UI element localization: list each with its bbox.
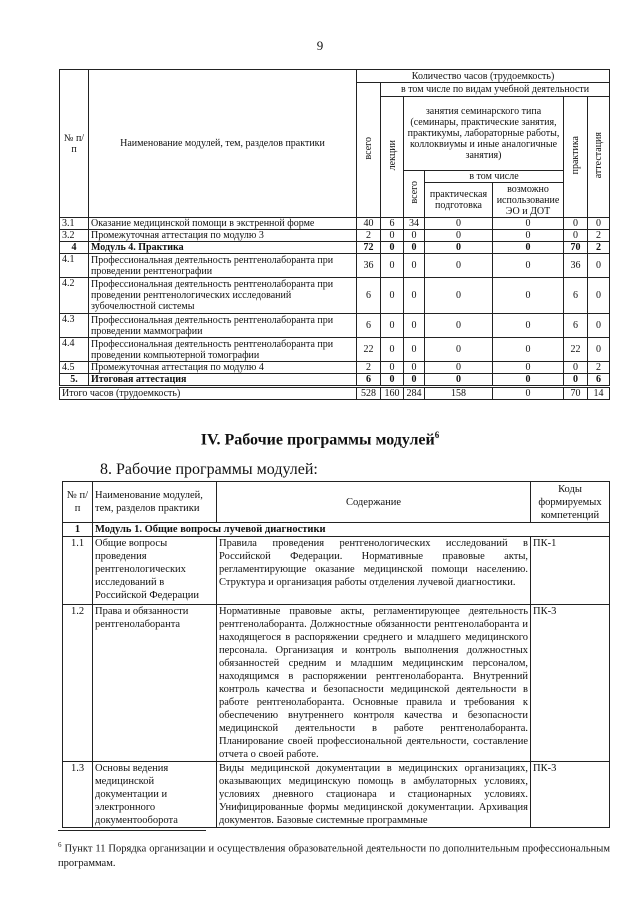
row-total: 22	[357, 338, 381, 362]
row-practice: 6	[564, 314, 588, 338]
row-total: 40	[357, 218, 381, 230]
row-num: 4.4	[60, 338, 89, 362]
row-name: Итоговая аттестация	[89, 374, 357, 387]
row-practice: 6	[564, 278, 588, 314]
row-attestation: 0	[588, 314, 610, 338]
row-num: 4.3	[60, 314, 89, 338]
row-name: Модуль 4. Практика	[89, 242, 357, 254]
row-eo-dot: 0	[493, 254, 564, 278]
row-attestation: 0	[588, 278, 610, 314]
row-attestation: 6	[588, 374, 610, 387]
row-practice: 0	[564, 362, 588, 374]
row-num: 4.2	[60, 278, 89, 314]
row-practice: 70	[564, 242, 588, 254]
header-num: № п/п	[63, 482, 93, 523]
row-sem-total: 0	[404, 230, 425, 242]
row-lectures: 0	[381, 242, 404, 254]
row-lectures: 0	[381, 374, 404, 387]
row-sem-total: 0	[404, 242, 425, 254]
row-num: 3.1	[60, 218, 89, 230]
table-row	[60, 242, 610, 254]
table-row	[60, 230, 610, 242]
row-name: Промежуточная аттестация по модулю 4	[89, 362, 357, 374]
row-name: Профессиональная деятельность рентгенолаборанта при проведении маммографии	[89, 314, 357, 338]
row-attestation: 2	[588, 362, 610, 374]
row-total: 6	[357, 314, 381, 338]
row-lectures: 0	[381, 254, 404, 278]
row-total: 6	[357, 374, 381, 387]
row-lectures: 6	[381, 218, 404, 230]
header-sem-total: всего	[404, 171, 425, 218]
row-content: Нормативные правовые акты, регламентирующее деятельность рентгенолаборанта. Должностные обязанности рентгенолаборанта и находящегося в распоряжении среднего и младшего медицинского персонала. Организация и контроль выполнения должностных обязанностей средним и младшим медицинским персоналом, находящимся в распоряжении рентгенолаборанта. Внутренний контроль качества и безопасности медицинской деятельности в работе рентгенолаборанта. Основные правила и требования к обеспечению внутреннего контроля качества и безопасности медицинской деятельности в работе рентгенолаборанта. Планирование своей профессиональной деятельности, составление отчета о своей работе.	[217, 605, 531, 762]
row-lectures: 0	[381, 230, 404, 242]
row-eo-dot: 0	[493, 338, 564, 362]
subsection-title: 8. Рабочие программы модулей:	[100, 461, 318, 478]
row-name: Профессиональная деятельность рентгенолаборанта при проведении рентгенологических исследований зубочелюстной системы	[89, 278, 357, 314]
row-attestation: 0	[588, 338, 610, 362]
row-sem-total: 0	[404, 374, 425, 387]
row-eo-dot: 0	[493, 314, 564, 338]
total-practice: 70	[564, 387, 588, 400]
table-row	[60, 254, 610, 278]
row-practical-training: 0	[425, 242, 493, 254]
row-lectures: 0	[381, 362, 404, 374]
header-incl: в том числе	[425, 171, 564, 183]
row-total: 2	[357, 230, 381, 242]
row-code: ПК-3	[531, 605, 610, 762]
row-code: ПК-1	[531, 537, 610, 605]
row-practical-training: 0	[425, 374, 493, 387]
table-row	[60, 338, 610, 362]
row-name: Общие вопросы проведения рентгенологических исследований в Российской Федерации	[93, 537, 217, 605]
header-practice: практика	[564, 97, 588, 218]
row-total: 6	[357, 278, 381, 314]
row-code: ПК-3	[531, 762, 610, 828]
row-practical-training: 0	[425, 218, 493, 230]
row-attestation: 0	[588, 218, 610, 230]
row-num: 4.5	[60, 362, 89, 374]
row-sem-total: 0	[404, 362, 425, 374]
hours-table	[59, 69, 610, 400]
row-sem-total: 0	[404, 278, 425, 314]
header-practical-training: практическая подготовка	[425, 183, 493, 218]
row-name: Профессиональная деятельность рентгенолаборанта при проведении рентгенографии	[89, 254, 357, 278]
row-sem-total: 0	[404, 254, 425, 278]
row-name: Права и обязанности рентгенолаборанта	[93, 605, 217, 762]
row-lectures: 0	[381, 338, 404, 362]
row-practical-training: 0	[425, 254, 493, 278]
row-total: 2	[357, 362, 381, 374]
header-content: Содержание	[217, 482, 531, 523]
header-seminar-type: занятия семинарского типа (семинары, практические занятия, практикумы, лабораторные работы, коллоквиумы и иные аналогичные занятия)	[404, 97, 564, 171]
header-num: № п/п	[60, 70, 89, 218]
total-label: Итого часов (трудоемкость)	[60, 387, 357, 400]
table-row	[60, 362, 610, 374]
row-total: 72	[357, 242, 381, 254]
total-practical-training: 158	[425, 387, 493, 400]
row-sem-total: 0	[404, 314, 425, 338]
programs-table	[62, 481, 610, 828]
row-eo-dot: 0	[493, 278, 564, 314]
row-practical-training: 0	[425, 362, 493, 374]
row-practice: 36	[564, 254, 588, 278]
module-title: Модуль 1. Общие вопросы лучевой диагностики	[93, 523, 610, 537]
table-row	[60, 278, 610, 314]
row-sem-total: 34	[404, 218, 425, 230]
header-total: всего	[357, 83, 381, 218]
total-attestation: 14	[588, 387, 610, 400]
row-eo-dot: 0	[493, 230, 564, 242]
row-content: Виды медицинской документации в медицинских организациях, оказывающих медицинскую помощь в амбулаторных условиях, условиях дневного стационара и стационарных условиях. Унифицированные формы медицинской документации. Архивация документов. Базовые системные программные	[217, 762, 531, 828]
row-name: Оказание медицинской помощи в экстренной форме	[89, 218, 357, 230]
row-num: 3.2	[60, 230, 89, 242]
row-num: 1.1	[63, 537, 93, 605]
row-name: Профессиональная деятельность рентгенолаборанта при проведении компьютерной томографии	[89, 338, 357, 362]
row-total: 36	[357, 254, 381, 278]
row-practice: 0	[564, 218, 588, 230]
footnote-ref: 6	[434, 430, 440, 440]
total-sem-total: 284	[404, 387, 425, 400]
row-practical-training: 0	[425, 278, 493, 314]
row-practical-training: 0	[425, 338, 493, 362]
total-row	[60, 387, 610, 400]
table-row	[60, 314, 610, 338]
row-practice: 22	[564, 338, 588, 362]
total-eo-dot: 0	[493, 387, 564, 400]
row-eo-dot: 0	[493, 362, 564, 374]
row-num: 1.2	[63, 605, 93, 762]
row-name: Промежуточная аттестация по модулю 3	[89, 230, 357, 242]
row-attestation: 2	[588, 230, 610, 242]
footnote-mark: 6	[58, 841, 62, 849]
module-num: 1	[63, 523, 93, 537]
header-eo-dot: возможно использование ЭО и ДОТ	[493, 183, 564, 218]
total-total: 528	[357, 387, 381, 400]
row-eo-dot: 0	[493, 374, 564, 387]
header-name: Наименование модулей, тем, разделов практики	[89, 70, 357, 218]
table-row	[63, 605, 610, 762]
footnote-text: Пункт 11 Порядка организации и осуществления образовательной деятельности по дополнительным профессиональным программам.	[58, 843, 610, 869]
row-eo-dot: 0	[493, 242, 564, 254]
row-content: Правила проведения рентгенологических исследований в Российской Федерации. Нормативные правовые акты, регламентирующие оказание медицинской помощи населению. Структура и организация работы отделения лучевой диагностики.	[217, 537, 531, 605]
table-row	[63, 762, 610, 828]
header-name: Наименование модулей, тем, разделов практики	[93, 482, 217, 523]
row-attestation: 0	[588, 254, 610, 278]
row-num: 1.3	[63, 762, 93, 828]
row-practical-training: 0	[425, 314, 493, 338]
table-row	[63, 537, 610, 605]
row-num: 4	[60, 242, 89, 254]
row-name: Основы ведения медицинской документации и электронного документооборота	[93, 762, 217, 828]
row-practice: 0	[564, 230, 588, 242]
header-codes: Коды формируемых компетенций	[531, 482, 610, 523]
total-lectures: 160	[381, 387, 404, 400]
table-row	[60, 218, 610, 230]
header-lectures: лекции	[381, 97, 404, 218]
row-num: 4.1	[60, 254, 89, 278]
footnote	[58, 838, 610, 871]
row-attestation: 2	[588, 242, 610, 254]
row-lectures: 0	[381, 314, 404, 338]
footnote-separator	[58, 830, 206, 831]
row-practical-training: 0	[425, 230, 493, 242]
table-row	[60, 374, 610, 387]
row-practice: 0	[564, 374, 588, 387]
header-incl-by-types: в том числе по видам учебной деятельности	[381, 83, 610, 97]
header-hours-total: Количество часов (трудоемкость)	[357, 70, 610, 83]
row-sem-total: 0	[404, 338, 425, 362]
page-number: 9	[316, 38, 324, 53]
module-row	[63, 523, 610, 537]
header-attestation: аттестация	[588, 97, 610, 218]
row-eo-dot: 0	[493, 218, 564, 230]
row-lectures: 0	[381, 278, 404, 314]
row-num: 5.	[60, 374, 89, 387]
section-title: IV. Рабочие программы модулей$^6$	[200, 430, 440, 449]
